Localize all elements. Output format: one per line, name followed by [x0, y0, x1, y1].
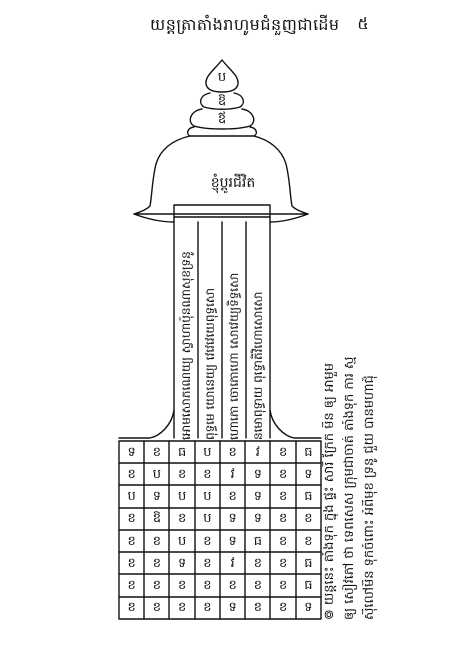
finial-glyph-lower: ឪ — [217, 112, 227, 127]
grid-cell: ធ — [304, 555, 313, 571]
grid-cell: ខ — [152, 600, 161, 616]
grid-cell: ខ — [278, 578, 288, 594]
side-text-line-3: ស៊ីលៅមិន ទុកចំពោះ អំពីមុខ ទ្រនូ ជួយ បានមហាជុំ — [362, 375, 377, 620]
grid-cell: វ — [230, 466, 235, 482]
grid-cell: ទ — [228, 533, 237, 549]
column-line-2: ពុទ្ធមេ យោនេយ្យ វេវេវេយេពុទ្ធសោ — [203, 287, 217, 440]
grid-cell: ខ — [278, 444, 288, 460]
grid-cell: ទ — [304, 600, 313, 616]
grid-cell: ខ — [203, 466, 212, 482]
grid-cell: ទ — [177, 555, 187, 571]
grid-cell: ខ — [152, 444, 161, 460]
grid-cell: ទ — [228, 511, 237, 527]
side-text-line-1: ៙ យន្តនេះ តាំងទុក ក្នុង ផ្ទះ សារី ក្រែក មិន ឲ្យ អាមួម — [322, 363, 337, 620]
grid-cell: ខ — [278, 466, 288, 482]
grid-cell: ទ — [228, 600, 237, 616]
grid-cell: ប — [203, 489, 212, 505]
page-header: យន្តត្រាតាំងរាហូមជំនួញជាដើម — [150, 15, 340, 34]
finial-glyph-top: ប — [217, 70, 227, 85]
grid-cell: ខ — [127, 600, 136, 616]
grid-cell: ធ — [253, 533, 262, 549]
grid-cell: ខ — [304, 533, 313, 549]
grid-cell: ខ — [177, 600, 187, 616]
side-text-line-2: ឲ្យ សៀវភៅ ថា ទេពសេស ក្រុមជាចាត់ តាំងទុក ការ ស្ម — [342, 356, 357, 620]
grid-cell: ប — [203, 511, 212, 527]
grid-cell: ខ — [253, 578, 262, 594]
grid-cell: ខ — [253, 555, 262, 571]
grid-cell: វ — [230, 555, 235, 571]
column-line-4: នមោពុទ្ធាយ ពុទ្ធោតិវិហោសោសោ — [251, 291, 265, 440]
finial-glyph-middle: ឱ — [217, 94, 227, 109]
grid-cell: ខ — [203, 578, 212, 594]
grid-cell: ខ — [278, 600, 288, 616]
grid-cell: ទ — [152, 489, 161, 505]
grid-cell: ខ — [203, 600, 212, 616]
grid-cell: ទ — [304, 466, 313, 482]
grid-cell: ខ — [127, 578, 136, 594]
column-flare — [119, 410, 321, 438]
grid-cell: ឱ — [152, 511, 161, 527]
column-line-1: អោមសោភណេយ្យ ស្វាហាប៉ុនណាសុខទ្រនូ — [179, 251, 193, 440]
grid-cell: ខ — [278, 511, 288, 527]
grid-cell: ខ — [253, 600, 262, 616]
grid-cell: ទ — [253, 489, 262, 505]
grid-cell: ប — [152, 466, 161, 482]
grid-cell: ប — [177, 489, 187, 505]
grid-cell: ខ — [203, 533, 212, 549]
page-number: ៥ — [357, 14, 369, 33]
grid-cell: ខ — [228, 489, 237, 505]
grid-cell: ទ — [253, 511, 262, 527]
grid-cell: ទ — [253, 466, 262, 482]
dome-label: ខ្ញុំប្តូរជីវិត — [210, 175, 256, 191]
grid-cell: ប — [203, 444, 212, 460]
grid-cell: ប — [177, 533, 187, 549]
grid-cell: វ — [255, 444, 260, 460]
grid-cell: ធ — [304, 489, 313, 505]
grid-cell: ខ — [152, 533, 161, 549]
grid-cell: ខ — [203, 555, 212, 571]
grid-cell: ខ — [228, 444, 237, 460]
grid-cell: ប — [127, 489, 136, 505]
grid-cell: ខ — [127, 466, 136, 482]
grid-cell: ខ — [127, 511, 136, 527]
grid-cell: ធ — [304, 578, 313, 594]
grid-cell: ខ — [278, 533, 288, 549]
grid-cell: ខ — [228, 578, 237, 594]
grid-cell: ខ — [152, 578, 161, 594]
column-line-3: ហោភោ ចោភោហោ សោវេយ្យទិទ្ធសោ — [227, 272, 241, 440]
grid-cell: ខ — [177, 511, 187, 527]
grid-cell: ខ — [278, 555, 288, 571]
grid-cell: ខ — [177, 466, 187, 482]
grid-cell: ធ — [177, 444, 187, 460]
grid-cell: ខ — [304, 511, 313, 527]
dome-base-band — [174, 205, 270, 217]
grid-cell: ខ — [127, 533, 136, 549]
grid-cell: ធ — [304, 444, 313, 460]
grid-cell: ខ — [152, 555, 161, 571]
grid-cell: ខ — [177, 578, 187, 594]
grid-cell: ខ — [278, 489, 288, 505]
letter-grid — [119, 441, 321, 619]
dome-base-curve — [134, 214, 308, 222]
grid-cell: ខ — [127, 555, 136, 571]
grid-cell: ទ — [127, 444, 136, 460]
